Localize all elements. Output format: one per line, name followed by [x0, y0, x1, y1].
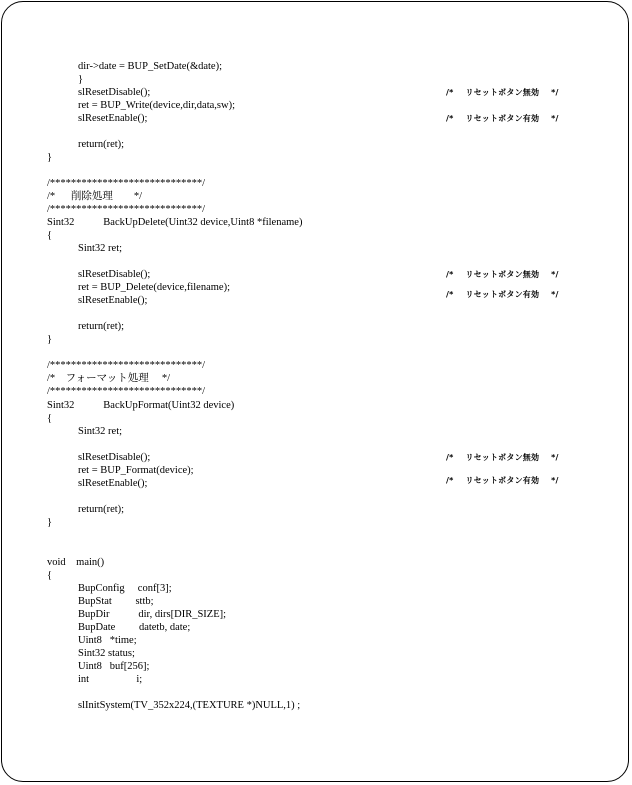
code-line: Uint8 *time; — [78, 635, 137, 646]
comment-banner: /*****************************/ — [47, 386, 206, 397]
comment-reset-enable: /* リセットボタン有効 */ — [446, 476, 559, 485]
code-line: int i; — [78, 674, 143, 685]
code-line: slResetDisable(); — [78, 269, 151, 280]
comment-banner: /*****************************/ — [47, 360, 206, 371]
code-line: Sint32 ret; — [78, 243, 123, 254]
code-line: Sint32 status; — [78, 648, 135, 659]
code-line: } — [47, 517, 53, 528]
code-line: return(ret); — [78, 139, 125, 150]
comment-reset-disable: /* リセットボタン無効 */ — [446, 88, 559, 97]
code-line: slResetEnable(); — [78, 295, 148, 306]
code-line: slInitSystem(TV_352x224,(TEXTURE *)NULL,1) ; — [78, 700, 301, 711]
code-line: return(ret); — [78, 504, 125, 515]
code-line: BupStat sttb; — [78, 596, 154, 607]
function-signature: Sint32 BackUpDelete(Uint32 device,Uint8 *filename) — [47, 217, 303, 228]
code-line: { — [47, 413, 53, 424]
code-line: ret = BUP_Delete(device,filename); — [78, 282, 230, 293]
code-line: return(ret); — [78, 321, 125, 332]
code-line: { — [47, 570, 53, 581]
code-line: } — [47, 334, 53, 345]
function-signature: Sint32 BackUpFormat(Uint32 device) — [47, 400, 235, 411]
comment-banner: /*****************************/ — [47, 178, 206, 189]
code-line: slResetEnable(); — [78, 478, 148, 489]
code-line: BupDir dir, dirs[DIR_SIZE]; — [78, 609, 227, 620]
code-line: Uint8 buf[256]; — [78, 661, 150, 672]
code-line: slResetDisable(); — [78, 452, 151, 463]
comment-reset-disable: /* リセットボタン無効 */ — [446, 270, 559, 279]
code-line: BupConfig conf[3]; — [78, 583, 172, 594]
code-line: slResetEnable(); — [78, 113, 148, 124]
code-line: dir->date = BUP_SetDate(&date); — [78, 61, 223, 72]
code-line: ret = BUP_Write(device,dir,data,sw); — [78, 100, 235, 111]
comment-reset-enable: /* リセットボタン有効 */ — [446, 290, 559, 299]
code-line: } — [78, 74, 84, 85]
code-line: { — [47, 230, 53, 241]
code-line: ret = BUP_Format(device); — [78, 465, 194, 476]
comment-reset-disable: /* リセットボタン無効 */ — [446, 453, 559, 462]
code-line: Sint32 ret; — [78, 426, 123, 437]
comment-reset-enable: /* リセットボタン有効 */ — [446, 114, 559, 123]
comment-banner: /*****************************/ — [47, 204, 206, 215]
code-line: BupDate datetb, date; — [78, 622, 191, 633]
function-signature: void main() — [47, 557, 105, 568]
code-line: slResetDisable(); — [78, 87, 151, 98]
section-heading-format: /* フォーマット処理 */ — [47, 373, 171, 384]
section-heading-delete: /* 削除処理 */ — [47, 191, 143, 202]
code-line: } — [47, 152, 53, 163]
